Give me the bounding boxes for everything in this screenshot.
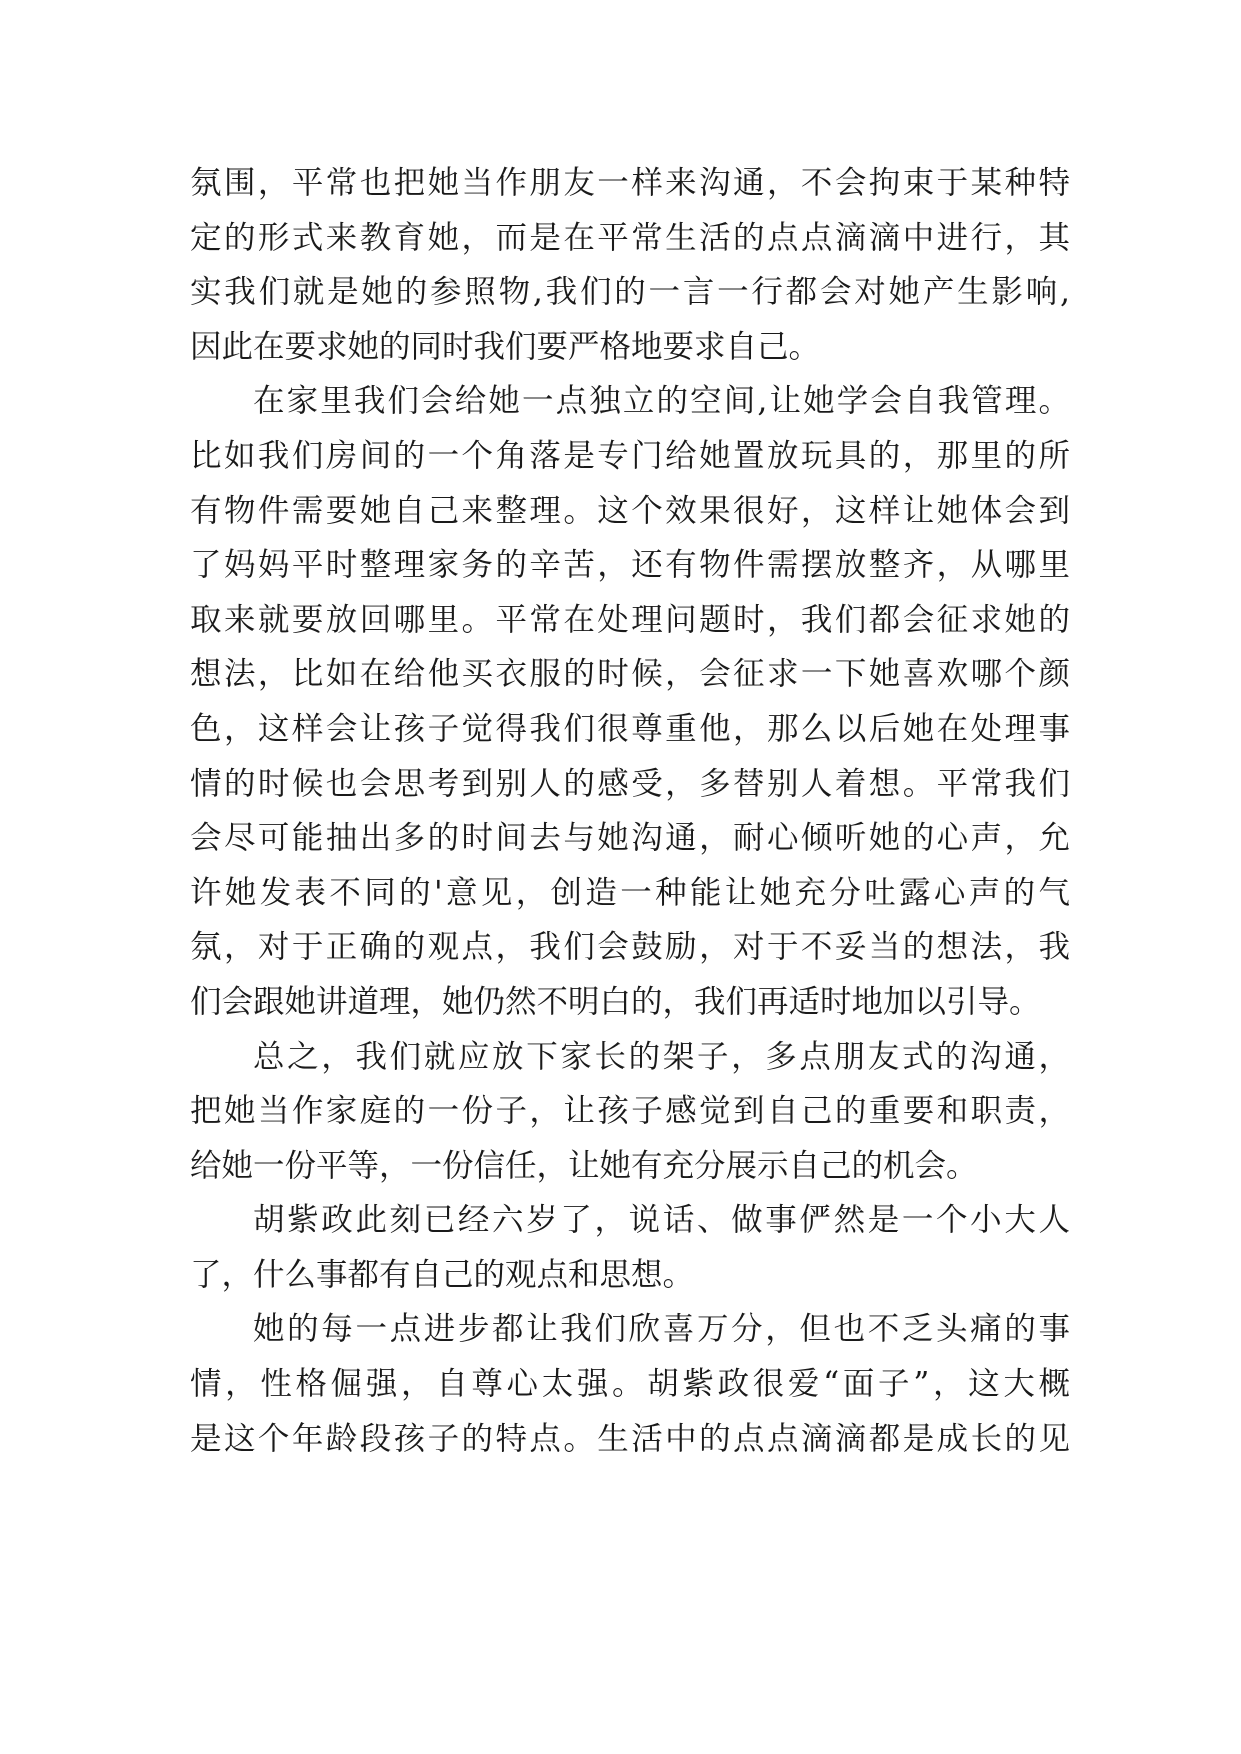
text-line: 们会跟她讲道理，她仍然不明白的，我们再适时地加以引导。 — [190, 983, 1041, 1020]
text-line: 许她发表不同的'意见，创造一种能让她充分吐露心声的气 — [190, 874, 1070, 911]
text-line: 会尽可能抽出多的时间去与她沟通，耐心倾听她的心声，允 — [190, 820, 1070, 857]
text-line: 把她当作家庭的一份子，让孩子感觉到自己的重要和职责， — [190, 1093, 1070, 1130]
text-line: 因此在要求她的同时我们要严格地要求自己。 — [190, 328, 821, 365]
paragraph — [190, 374, 1070, 1029]
text-line: 想法，比如在给他买衣服的时候，会征求一下她喜欢哪个颜 — [190, 656, 1070, 693]
text-line: 比如我们房间的一个角落是专门给她置放玩具的，那里的所 — [190, 437, 1070, 474]
text-line: 给她一份平等，一份信任，让她有充分展示自己的机会。 — [190, 1147, 978, 1184]
text-line: 氛，对于正确的观点，我们会鼓励，对于不妥当的想法，我 — [190, 929, 1070, 966]
text-line: 实我们就是她的参照物,我们的一言一行都会对她产生影响, — [190, 274, 1070, 311]
text-line: 了妈妈平时整理家务的辛苦，还有物件需摆放整齐，从哪里 — [190, 547, 1070, 584]
paragraph — [190, 1193, 1070, 1302]
text-line: 定的形式来教育她，而是在平常生活的点点滴滴中进行，其 — [190, 219, 1070, 256]
text-line: 氛围，平常也把她当作朋友一样来沟通，不会拘束于某种特 — [190, 165, 1070, 201]
paragraph — [190, 156, 1070, 374]
text-line: 在家里我们会给她一点独立的空间,让她学会自我管理。 — [253, 383, 1070, 420]
text-line: 有物件需要她自己来整理。这个效果很好，这样让她体会到 — [190, 492, 1070, 529]
text-line: 总之，我们就应放下家长的架子，多点朋友式的沟通， — [253, 1038, 1070, 1075]
text-line: 胡紫政此刻已经六岁了，说话、做事俨然是一个小大人 — [253, 1202, 1070, 1239]
text-line: 情的时候也会思考到别人的感受，多替别人着想。平常我们 — [190, 765, 1070, 802]
document-body — [190, 156, 1070, 1466]
paragraph — [190, 1302, 1070, 1466]
text-line: 色，这样会让孩子觉得我们很尊重他，那么以后她在处理事 — [190, 710, 1070, 747]
text-line: 她的每一点进步都让我们欣喜万分，但也不乏头痛的事 — [253, 1311, 1070, 1348]
text-line: 是这个年龄段孩子的特点。生活中的点点滴滴都是成长的见 — [190, 1420, 1070, 1457]
text-line: 情，性格倔强，自尊心太强。胡紫政很爱“面子”，这大概 — [190, 1366, 1070, 1403]
text-line: 了，什么事都有自己的观点和思想。 — [190, 1256, 695, 1293]
paragraph — [190, 1030, 1070, 1194]
text-line: 取来就要放回哪里。平常在处理问题时，我们都会征求她的 — [190, 601, 1070, 638]
